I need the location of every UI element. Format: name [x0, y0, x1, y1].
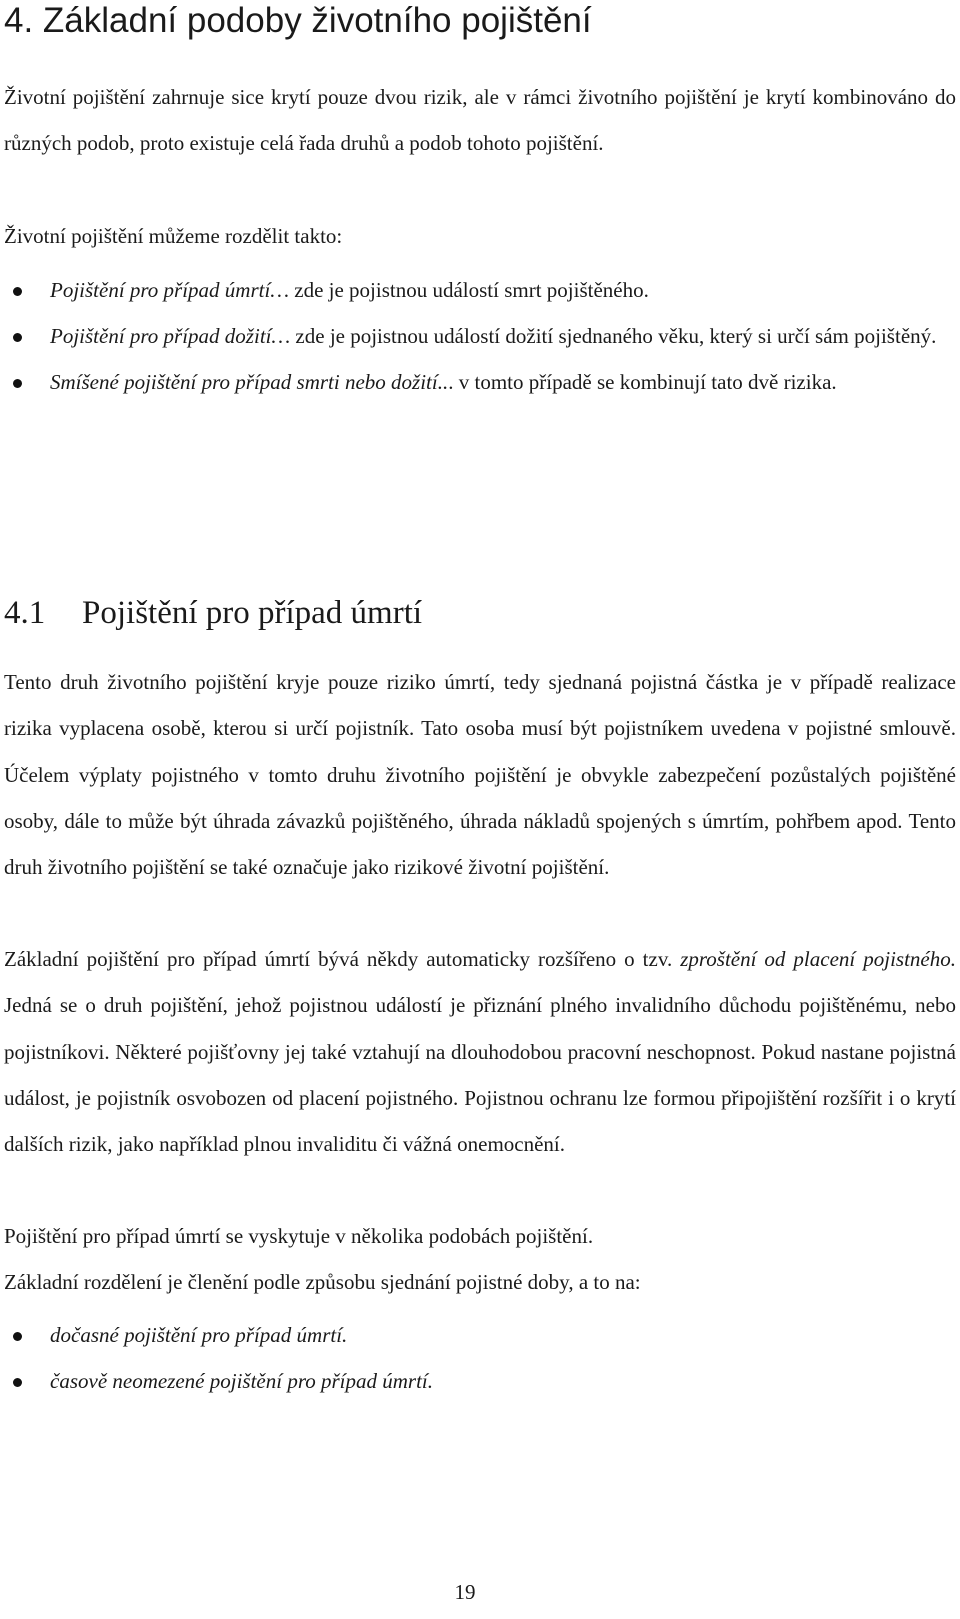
- chapter-heading: 4. Základní podoby životního pojištění: [4, 1, 592, 40]
- list-item-term: Smíšené pojištění pro případ smrti nebo dožití..: [50, 370, 449, 394]
- bullet-icon: [13, 1378, 22, 1387]
- list-item: [0, 1358, 956, 1404]
- list-item-term: dočasné pojištění pro případ úmrtí.: [50, 1323, 348, 1347]
- bullet-icon: [13, 379, 22, 388]
- body-paragraph: Tento druh životního pojištění kryje pouze riziko úmrtí, tedy sjednaná pojistná částka je v případě realizace rizika vyplacena osobě, kterou si určí pojistník. Tato osoba musí být pojistníkem uvedena v pojistné smlouvě. Účelem výplaty pojistného v tomto druhu životního pojištění je obvykle zabezpečení pozůstalých pojištěné osoby, dále to může být úhrada závazků pojištěného, úhrada nákladů spojených s úmrtím, pohřbem apod. Tento druh životního pojištění se také označuje jako rizikové životní pojištění.: [4, 670, 956, 880]
- list-item-text: zde je pojistnou událostí smrt pojištěného.: [289, 278, 649, 302]
- exemption-intro-text: Základní pojištění pro případ úmrtí bývá někdy automaticky rozšířeno o tzv.: [4, 947, 681, 971]
- intro-division-line: Životní pojištění můžeme rozdělit takto:: [4, 224, 343, 248]
- exemption-text: Jedná se o druh pojištění, jehož pojistnou událostí je přiznání plného invalidního důchodu pojištěnému, nebo pojistníkovi. Některé pojišťovny jej také vztahují na dlouhodobou pracovní neschopnost. Pokud nastane pojistná událost, je pojistník osvobozen od placení pojistného. Pojistnou ochranu lze formou připojištění rozšířit i o krytí dalších rizik, jako například plnou invaliditu či vážná onemocnění.: [4, 993, 956, 1157]
- section-heading: [4, 592, 422, 634]
- page-number: 19: [454, 1580, 476, 1604]
- body-paragraph-forms: Pojištění pro případ úmrtí se vyskytuje v několika podobách pojištění.: [4, 1224, 594, 1248]
- list-item: [0, 267, 956, 313]
- section-number: 4.1: [4, 595, 46, 631]
- list-item-term: Pojištění pro případ úmrtí…: [50, 278, 289, 302]
- term-division-list: [0, 1312, 956, 1404]
- intro-paragraph: Životní pojištění zahrnuje sice krytí pouze dvou rizik, ale v rámci životního pojištění je krytí kombinováno do různých podob, proto existuje celá řada druhů a podob tohoto pojištění.: [4, 85, 956, 156]
- list-item-term: Pojištění pro případ dožití…: [50, 324, 291, 348]
- bullet-icon: [13, 333, 22, 342]
- list-item: [0, 313, 956, 359]
- section-title: Pojištění pro případ úmrtí: [82, 595, 423, 631]
- body-paragraph-exemption: [4, 936, 956, 1167]
- list-item: [0, 1312, 956, 1358]
- insurance-types-list: [0, 267, 956, 405]
- bullet-icon: [13, 1332, 22, 1341]
- list-item: [0, 359, 956, 405]
- body-paragraph-division: Základní rozdělení je členění podle způsobu sjednání pojistné doby, a to na:: [4, 1270, 641, 1294]
- bullet-icon: [13, 287, 22, 296]
- list-item-text: . v tomto případě se kombinují tato dvě rizika.: [448, 370, 837, 394]
- list-item-term: časově neomezené pojištění pro případ úmrtí.: [50, 1369, 433, 1393]
- exemption-term: zproštění od placení pojistného.: [680, 947, 956, 971]
- list-item-text: zde je pojistnou událostí dožití sjednaného věku, který si určí sám pojištěný.: [290, 324, 937, 348]
